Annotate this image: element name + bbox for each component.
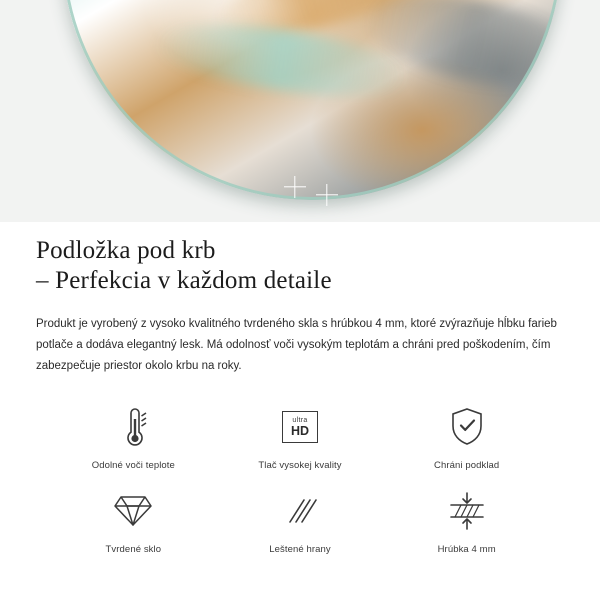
feature-heat-resistant (50, 403, 217, 471)
page-title (36, 236, 564, 296)
feature-tempered-glass (50, 487, 217, 555)
feature-polished-edges (217, 487, 384, 555)
headline-line-1: Podložka pod krb (36, 237, 216, 264)
feature-thickness (383, 487, 550, 555)
feature-protects-surface (383, 403, 550, 471)
marble-streak (149, 12, 415, 108)
thickness-icon (445, 487, 489, 535)
ultra-hd-top-label: ultra (292, 416, 308, 424)
shield-check-icon (450, 403, 484, 451)
hero-image (0, 0, 600, 222)
feature-label: Tlač vysokej kvality (258, 460, 342, 471)
feature-label: Leštené hrany (269, 544, 331, 555)
marble-streak (208, 0, 477, 58)
ultra-hd-bottom-label: HD (290, 423, 310, 438)
feature-grid (36, 403, 564, 555)
headline-line-2: – Perfekcia v každom detaile (36, 267, 332, 294)
feature-label: Chráni podklad (434, 460, 500, 471)
feature-print-quality (217, 403, 384, 471)
thermometer-icon (118, 403, 148, 451)
ultra-hd-icon (282, 403, 318, 451)
diamond-icon (113, 487, 153, 535)
content-area (0, 236, 600, 555)
feature-label: Tvrdené sklo (105, 544, 162, 555)
feature-label: Hrúbka 4 mm (437, 544, 496, 555)
description-paragraph: Produkt je vyrobený z vysoko kvalitného tvrdeného skla s hrúbkou 4 mm, ktoré zvýrazňuje hĺbku farieb potlače a dodáva elegantný lesk. Má odolnosť voči vysokým teplotám a chráni pred poškodením, čím zabezpečuje priestor okolo krbu na roky. (36, 318, 557, 372)
feature-label: Odolné voči teplote (91, 460, 175, 471)
polished-edges-icon (280, 487, 320, 535)
